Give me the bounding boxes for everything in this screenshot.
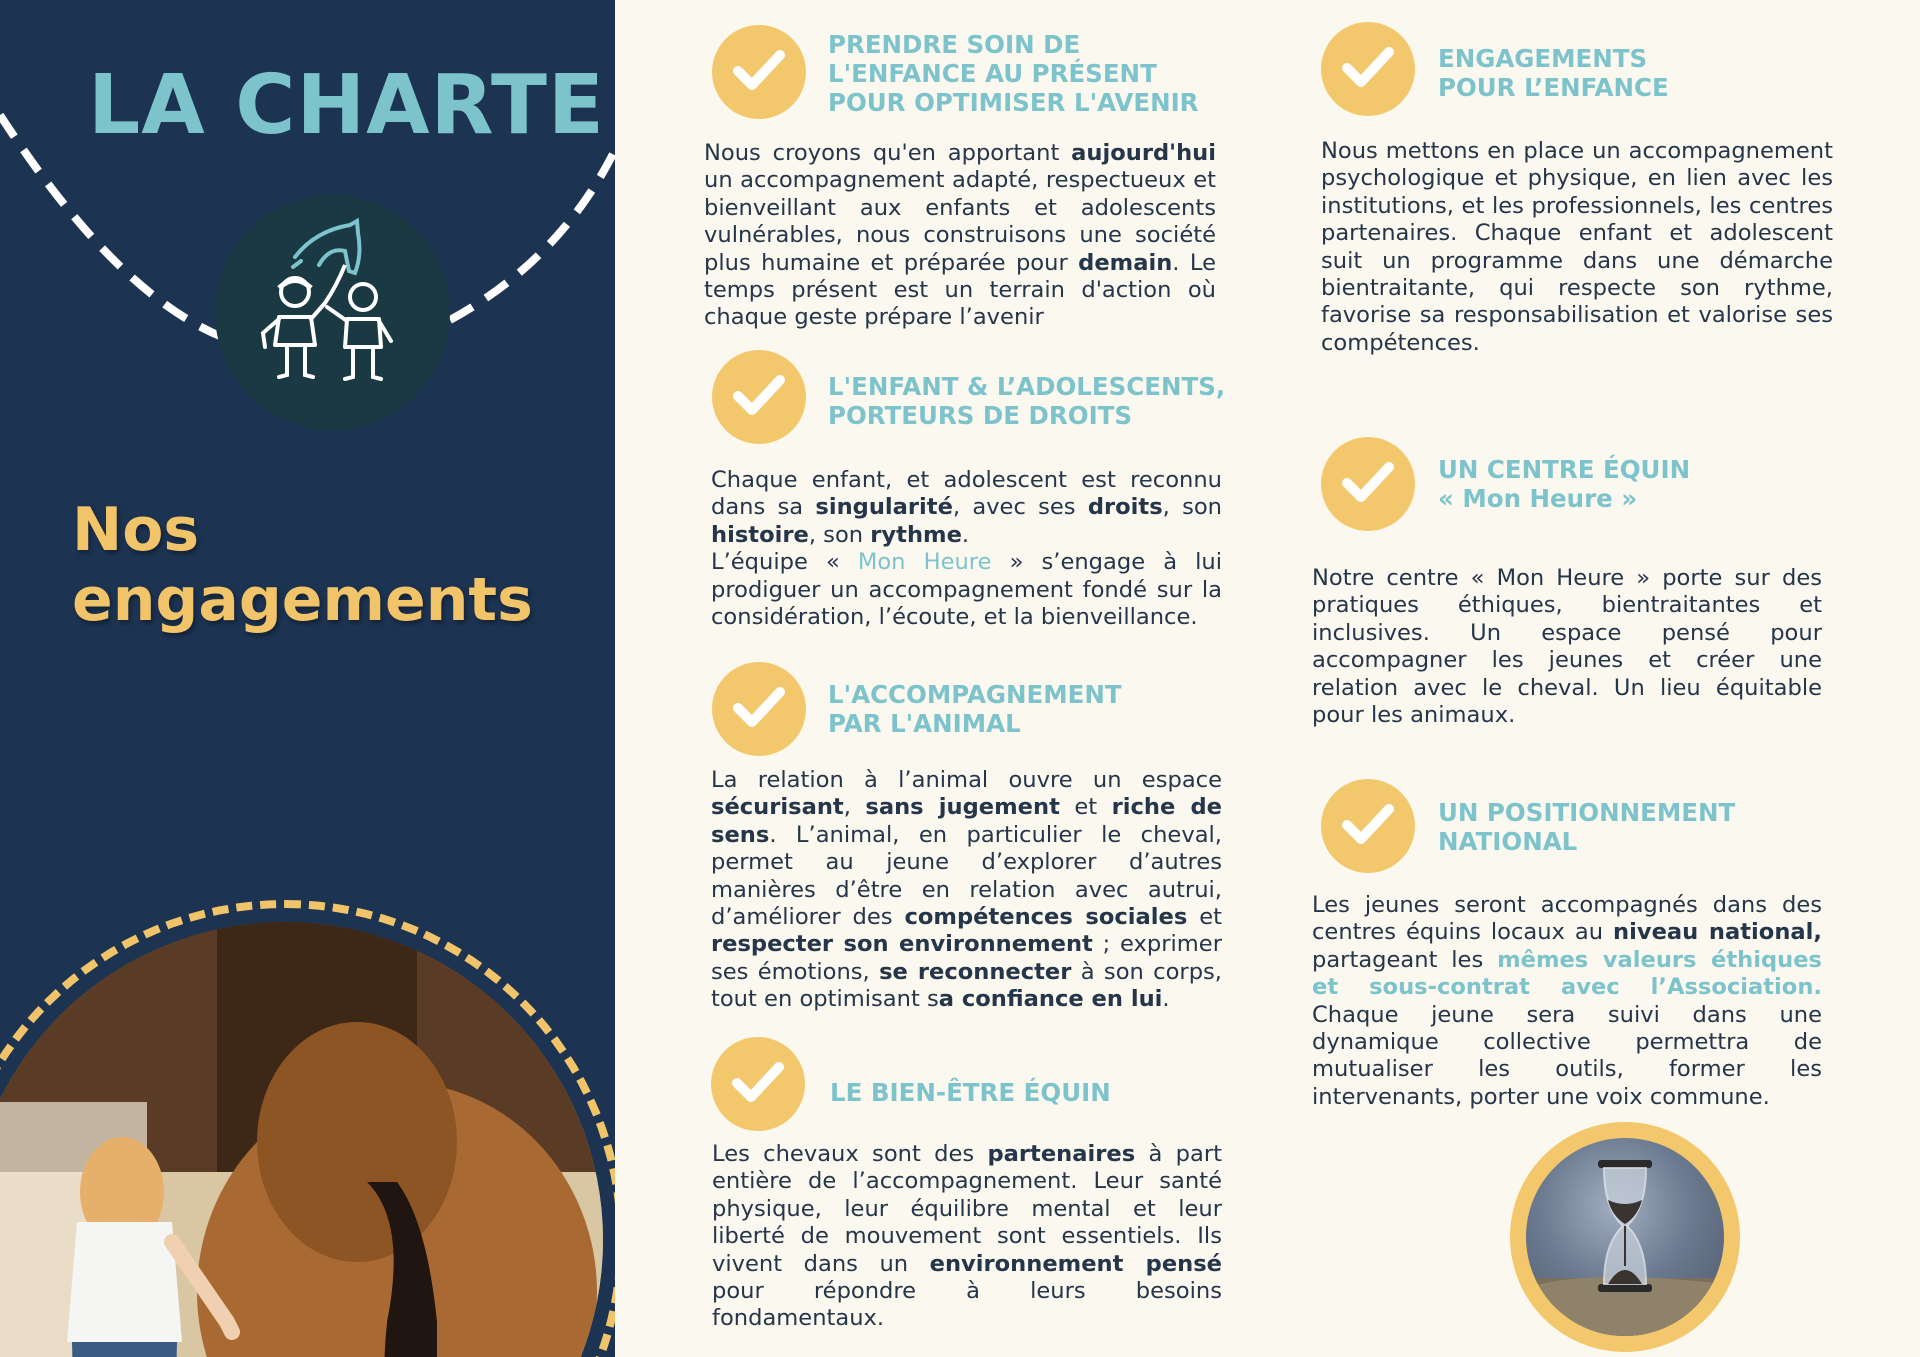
- page-title: LA CHARTE: [88, 58, 605, 153]
- highlight-text: mêmes valeurs éthiques et sous-contrat avec l’Association.: [1312, 946, 1822, 1001]
- section-title-care: PRENDRE SOIN DE L'ENFANCE AU PRÉSENT POUR OPTIMISER L'AVENIR: [828, 30, 1199, 117]
- subtitle-line-1: Nos: [72, 495, 200, 565]
- section-title-national: UN POSITIONNEMENT NATIONAL: [1438, 798, 1736, 856]
- horse-and-girl-illustration: [0, 922, 603, 1357]
- hourglass-photo-frame: [1510, 1122, 1740, 1352]
- section-title-rights: L'ENFANT & L’ADOLESCENTS, PORTEURS DE DROITS: [828, 372, 1226, 430]
- body-text: .: [1162, 986, 1170, 1013]
- body-text: et: [1059, 794, 1112, 821]
- body-text: L’équipe «: [711, 549, 858, 576]
- bold-text: singularité: [815, 494, 953, 521]
- section-body-animal: [711, 767, 1222, 1014]
- body-text: ; exprimer ses émotions,: [711, 931, 1222, 985]
- body-text: , son: [1162, 494, 1222, 521]
- body-text: ,: [843, 794, 866, 821]
- section-body-center: [1312, 565, 1822, 729]
- section-body-equine-welfare: [712, 1141, 1222, 1333]
- body-text: Chaque jeune sera suivi dans une dynamique collective permettra de mutualiser les outils, former les intervenants, porter une voix commune.: [1312, 1001, 1822, 1110]
- bold-text: a confiance en lui: [938, 986, 1163, 1013]
- bold-text: rythme: [870, 521, 962, 548]
- body-text: Les jeunes seront accompagnés dans des centres équins locaux au: [1312, 892, 1822, 946]
- body-text: Nous mettons en place un accompagnement psychologique et physique, en lien avec les institutions, et les professionnels, les centres partenaires. Chaque enfant et adolescent suit un programme dans une démarche bientraitante, qui respecte son rythme, favorise sa responsabilisation et valorise ses compétences.: [1321, 138, 1833, 356]
- body-text: , avec ses: [952, 494, 1088, 521]
- hourglass-photo: [1526, 1138, 1724, 1336]
- body-text: . L’animal, en particulier le cheval, permet au jeune d’explorer d’autres manières d’être en relation avec autrui, d’améliorer des: [711, 821, 1222, 931]
- horse-photo-frame: [0, 900, 615, 1357]
- section-title-center: UN CENTRE ÉQUIN « Mon Heure »: [1438, 455, 1691, 513]
- section-title-animal: L'ACCOMPAGNEMENT PAR L'ANIMAL: [828, 680, 1122, 738]
- body-text: et: [1187, 904, 1222, 931]
- section-title-childhood: ENGAGEMENTS POUR L’ENFANCE: [1438, 44, 1669, 102]
- section-title-equine-welfare: LE BIEN-ÊTRE ÉQUIN: [830, 1078, 1111, 1107]
- bold-text: droits: [1087, 494, 1163, 521]
- child-horse-logo-icon: [215, 195, 450, 430]
- body-text: Chaque enfant, et adolescent est reconnu dans sa: [711, 467, 1222, 521]
- body-text: Les chevaux sont des: [712, 1141, 988, 1167]
- section-body-care: [704, 140, 1216, 332]
- bold-text: environnement pensé: [929, 1250, 1223, 1277]
- section-subtitle: [72, 495, 592, 635]
- body-text: » s’engage à lui prodiguer un accompagnement fondé sur la considération, l’écoute, et la bienveillance.: [711, 549, 1222, 631]
- body-text: , son: [808, 521, 871, 548]
- body-text: Nous croyons qu'en apportant: [704, 140, 1072, 166]
- bold-text: respecter son environnement: [711, 931, 1093, 958]
- body-text: à son corps, tout en optimisant s: [711, 958, 1222, 1013]
- check-badge-icon: [711, 1037, 805, 1131]
- check-badge-icon: [1321, 437, 1415, 531]
- bold-text: sans jugement: [865, 794, 1060, 821]
- body-text: partageant les: [1312, 946, 1498, 973]
- section-body-national: [1312, 892, 1822, 1111]
- bold-text: sécurisant: [711, 794, 844, 821]
- body-text: .: [961, 521, 970, 548]
- bold-text: se reconnecter: [879, 958, 1072, 985]
- section-body-rights: [711, 467, 1222, 631]
- bold-text: partenaires: [987, 1141, 1136, 1167]
- body-text: Notre centre « Mon Heure » porte sur des pratiques éthiques, bientraitantes et inclusives. Un espace pensé pour accompagner les jeunes et créer une relation avec le cheval. Un lieu équitable pour les animaux.: [1312, 565, 1822, 729]
- logo-circle: [215, 195, 450, 430]
- body-text: La relation à l’animal ouvre un espace: [711, 767, 1222, 793]
- body-text: . Le temps présent est un terrain d'action où chaque geste prépare l’avenir: [704, 249, 1216, 331]
- check-badge-icon: [712, 662, 806, 756]
- body-text: à part entière de l’accompagnement. Leur santé physique, leur équilibre mental et leur liberté de mouvement sont essentiels. Ils vivent dans un: [712, 1141, 1222, 1277]
- horse-photo: [0, 922, 603, 1357]
- bold-text: histoire: [711, 521, 809, 548]
- bold-text: compétences sociales: [904, 904, 1188, 931]
- section-body-childhood: [1321, 138, 1833, 357]
- bold-text: niveau national,: [1613, 919, 1822, 946]
- subtitle-line-2: engagements: [72, 565, 533, 635]
- check-badge-icon: [712, 350, 806, 444]
- bold-text: riche de sens: [711, 794, 1223, 848]
- check-badge-icon: [1321, 22, 1415, 116]
- bold-text: aujourd'hui: [1071, 140, 1216, 166]
- sidebar-panel: [0, 0, 615, 1357]
- highlight-text: Mon Heure: [857, 549, 992, 576]
- body-text: pour répondre à leurs besoins fondamentaux.: [712, 1278, 1222, 1332]
- hourglass-icon: [1526, 1138, 1724, 1336]
- check-badge-icon: [712, 25, 806, 119]
- bold-text: demain: [1078, 249, 1173, 276]
- check-badge-icon: [1321, 779, 1415, 873]
- body-text: un accompagnement adapté, respectueux et bienveillant aux enfants et adolescents vulnérables, nous construisons une société plus humaine et préparée pour: [704, 167, 1216, 276]
